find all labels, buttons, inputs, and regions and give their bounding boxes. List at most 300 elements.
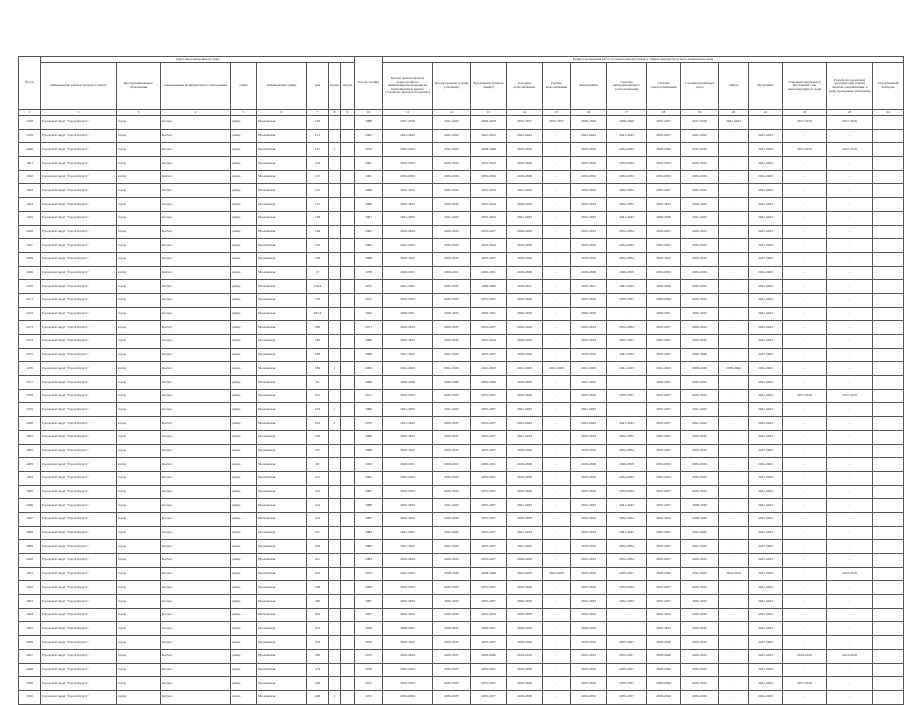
table-cell: Московская [257,403,307,417]
table-cell: 2041-2043 [571,362,607,376]
table-cell: 2035-2037 [471,403,507,417]
table-cell: - [719,252,749,266]
table-cell: 2041-2043 [749,690,783,704]
table-cell: - [783,184,827,198]
table-row [19,554,904,568]
table-cell: 1959 [355,458,383,472]
table-cell: - [783,567,827,581]
table-cell: - [719,239,749,253]
table-cell: Калуга [161,430,231,444]
table-cell: - [719,430,749,444]
table-cell: 2032-2034 [433,335,471,349]
table-cell: 2032-2034 [383,499,433,513]
table-cell: 1476 [19,362,41,376]
table-cell: - [719,403,749,417]
table-cell: 2035-2037 [647,485,681,499]
table-cell [329,335,341,349]
table-cell: 1 [329,690,341,704]
table-cell: 2032-2034 [681,376,719,390]
table-cell [341,266,355,280]
table-cell: 1467 [19,239,41,253]
table-cell: - [783,335,827,349]
table-cell: Городской округ "Город Калуга" [41,554,117,568]
table-cell: 2032-2034 [571,293,607,307]
table-cell: - [719,376,749,390]
table-cell: 2032-2034 [681,471,719,485]
table-cell: 2032-2034 [681,430,719,444]
table-cell: 2032-2034 [681,444,719,458]
table-cell: город [117,430,161,444]
table-cell [873,417,904,431]
table-cell: 2032-2034 [681,389,719,403]
table-cell: - [783,444,827,458]
table-cell: Калуга [161,458,231,472]
header-cell: Кровля (ремонт кровли, переустройство невентилируемой крыши на вентилируемую крышу, устройство выходов на кровлю) [383,63,433,110]
table-cell: Московская [257,280,307,294]
table-cell: - [827,266,873,280]
table-cell: 2038-2040 [471,649,507,663]
table-cell [873,554,904,568]
table-cell: 2026-2028 [471,376,507,390]
table-cell: 2 [329,417,341,431]
header-cell: Система централизованного теплоснабжения [607,63,647,110]
table-cell: Калуга [161,170,231,184]
table-cell: - [827,403,873,417]
table-cell: 2032-2034 [383,595,433,609]
table-cell: 2026-2028 [507,485,543,499]
table-cell: 2032-2034 [571,321,607,335]
table-cell: город [117,184,161,198]
table-row [19,677,904,691]
table-cell: - [783,554,827,568]
table-cell: 2041-2043 [681,129,719,143]
table-cell: Московская [257,485,307,499]
table-cell: Московская [257,143,307,157]
table-row [19,430,904,444]
table-cell: 2032-2034 [571,567,607,581]
table-cell: 2032-2034 [383,157,433,171]
table-cell: Московская [257,458,307,472]
table-cell: 1980 [355,348,383,362]
table-cell: - [827,499,873,513]
table-cell: 2038-2040 [471,280,507,294]
table-cell: - [783,348,827,362]
table-cell: 2032-2034 [383,485,433,499]
table-cell: - [827,471,873,485]
table-cell [329,307,341,321]
table-cell: Московская [257,608,307,622]
table-cell: Городской округ "Город Калуга" [41,499,117,513]
table-cell: - [543,157,571,171]
table-cell: 2032-2034 [471,608,507,622]
table-cell: 1492 [19,581,41,595]
table-cell: - [827,170,873,184]
table-cell: 2038-2040 [647,567,681,581]
table-cell [873,567,904,581]
table-cell: 2029-2031 [647,307,681,321]
table-cell: улица [231,417,257,431]
table-cell: 2017-2019 [827,389,873,403]
table-cell: Московская [257,307,307,321]
table-cell: - [719,540,749,554]
table-cell: - [783,252,827,266]
table-row [19,444,904,458]
table-cell: 2041-2043 [681,540,719,554]
table-cell: Московская [257,526,307,540]
column-number-cell: 11 [383,110,433,116]
table-cell: улица [231,211,257,225]
table-cell: Московская [257,690,307,704]
table-cell: Московская [257,636,307,650]
table-cell [341,690,355,704]
table-cell: город [117,389,161,403]
table-cell: 233 [307,622,329,636]
table-cell: 2032-2034 [571,444,607,458]
table-cell: Московская [257,157,307,171]
table-cell: 2041-2043 [749,526,783,540]
table-cell: Калуга [161,252,231,266]
table-cell: 2026-2028 [507,389,543,403]
table-cell: 2032-2034 [571,595,607,609]
table-cell: Калуга [161,526,231,540]
table-cell: 2032-2034 [571,348,607,362]
table-cell [873,649,904,663]
table-cell: - [783,595,827,609]
table-cell [341,471,355,485]
table-cell [873,293,904,307]
table-cell: 2041-2043 [749,581,783,595]
table-cell [329,649,341,663]
table-cell: 2041-2043 [383,239,433,253]
table-cell: 2041-2043 [433,540,471,554]
column-number-cell: 18 [647,110,681,116]
table-cell [873,348,904,362]
table-cell [341,348,355,362]
table-cell: - [783,663,827,677]
table-cell: 2032-2034 [607,198,647,212]
table-cell [341,239,355,253]
table-cell: 1993 [355,485,383,499]
table-cell: 191 [307,389,329,403]
header-cell: Счетчики (приборы) учета [681,63,719,110]
table-cell [873,335,904,349]
table-cell: 2014-2016 [827,649,873,663]
table-cell: Калуга [161,608,231,622]
table-cell: Городской округ "Город Калуга" [41,608,117,622]
table-cell [329,239,341,253]
table-cell: 2032-2034 [433,239,471,253]
table-cell: 125 [307,170,329,184]
table-cell: Калуга [161,649,231,663]
table-cell [341,335,355,349]
table-cell: Городской округ "Город Калуга" [41,581,117,595]
table-cell: - [783,170,827,184]
table-cell [329,376,341,390]
table-cell: 2032-2034 [647,608,681,622]
table-cell: 2041-2043 [681,403,719,417]
table-cell: 2032-2034 [681,458,719,472]
table-cell: - [783,157,827,171]
table-cell: - [783,417,827,431]
table-cell: 2041-2043 [571,403,607,417]
table-cell: 1460 [19,143,41,157]
table-cell: 2026-2028 [607,266,647,280]
table-cell: 2041-2043 [749,499,783,513]
table-cell: Калуга [161,403,231,417]
table-cell: - [543,321,571,335]
table-cell: - [543,430,571,444]
table-cell [341,636,355,650]
table-cell: - [827,239,873,253]
table-cell: 1495 [19,622,41,636]
table-cell [329,663,341,677]
table-cell: 1484 [19,471,41,485]
table-cell: Калуга [161,184,231,198]
header-cell: Фундаменты (ремонт, замена) [471,63,507,110]
table-cell: 2029-2031 [433,458,471,472]
table-cell: - [783,266,827,280]
table-cell: 2038-2040 [647,677,681,691]
table-cell: улица [231,129,257,143]
table-cell: город [117,129,161,143]
table-cell: 1966 [355,403,383,417]
table-cell: улица [231,157,257,171]
table-cell: 2035-2037 [433,663,471,677]
table-cell: 2032-2034 [681,335,719,349]
table-cell: 2032-2034 [571,211,607,225]
table-cell: - [719,417,749,431]
table-cell [873,485,904,499]
table-cell: - [827,554,873,568]
table-cell: 2032-2034 [571,608,607,622]
table-cell: 2032-2034 [383,677,433,691]
table-cell: улица [231,143,257,157]
table-cell: 2041-2043 [507,526,543,540]
header-cell: корпус [329,63,341,110]
table-cell: - [783,362,827,376]
table-cell: - [719,211,749,225]
table-cell: 2035-2037 [647,403,681,417]
table-cell: 1497 [19,649,41,663]
table-cell: 249 [307,677,329,691]
table-cell: 2032-2034 [571,225,607,239]
table-cell: Городской округ "Город Калуга" [41,376,117,390]
table-cell: 2026-2028 [571,266,607,280]
table-cell: Калуга [161,417,231,431]
table-cell: - [719,444,749,458]
table-cell: 176/4 [307,280,329,294]
table-cell: Калуга [161,198,231,212]
table-cell: 2035-2037 [471,581,507,595]
table-cell [329,499,341,513]
table-cell: 221 [307,554,329,568]
table-cell: Городской округ "Город Калуга" [41,239,117,253]
table-cell: 2038-2040 [647,663,681,677]
table-cell: - [543,417,571,431]
table-cell: 20 [307,458,329,472]
table-cell: - [719,595,749,609]
table-cell: - [719,266,749,280]
table-cell: 2035-2037 [647,184,681,198]
table-cell: 193 [307,417,329,431]
table-cell [329,677,341,691]
table-cell [341,485,355,499]
table-cell: - [827,362,873,376]
table-cell: 2026-2028 [507,157,543,171]
table-cell: Калуга [161,157,231,171]
table-cell: - [783,321,827,335]
table-cell: 2038-2040 [719,362,749,376]
table-row [19,143,904,157]
table-cell: Городской округ "Город Калуга" [41,335,117,349]
column-number-cell: 7 [307,110,329,116]
table-cell: 236 [307,649,329,663]
table-cell: - [719,499,749,513]
table-cell: 1490 [19,554,41,568]
table-row [19,417,904,431]
table-cell: 2035-2037 [607,567,647,581]
table-cell: Городской округ "Город Калуга" [41,458,117,472]
table-cell: 2032-2034 [383,663,433,677]
table-cell: город [117,622,161,636]
table-cell: Городской округ "Город Калуга" [41,526,117,540]
table-cell [329,225,341,239]
table-cell: 2035-2037 [433,252,471,266]
table-cell [329,157,341,171]
table-cell: 2041-2043 [749,512,783,526]
table-cell: - [543,485,571,499]
header-cell: Фасады (ремонт и (или) утепление) [433,63,471,110]
table-cell: Городской округ "Город Калуга" [41,677,117,691]
table-cell: Московская [257,595,307,609]
table-cell: город [117,677,161,691]
table-cell: 2032-2034 [681,485,719,499]
table-cell: 2032-2034 [383,512,433,526]
table-cell: 2041-2043 [607,129,647,143]
table-cell [329,608,341,622]
table-cell: город [117,266,161,280]
table-cell: - [783,403,827,417]
table-cell: 2035-2037 [607,293,647,307]
header-cell: Строительный контроль [873,63,904,110]
table-cell: город [117,444,161,458]
table-cell: улица [231,622,257,636]
table-cell: Калуга [161,485,231,499]
header-cell: Фундамент [749,63,783,110]
table-cell [873,526,904,540]
table-cell: 1984 [355,554,383,568]
table-cell: 2032-2034 [647,252,681,266]
table-cell: 2032-2034 [647,198,681,212]
table-cell: 2032-2034 [607,540,647,554]
table-cell: Московская [257,499,307,513]
table-cell: 2029-2031 [433,266,471,280]
table-cell: 2035-2037 [571,280,607,294]
table-cell: Московская [257,430,307,444]
table-cell: 1960 [355,239,383,253]
table-cell: 2041-2043 [647,362,681,376]
table-cell: 18/14 [307,307,329,321]
table-cell: улица [231,307,257,321]
table-cell: 2032-2034 [433,471,471,485]
table-cell: 2032-2034 [681,649,719,663]
header-cell: дом [307,63,329,110]
table-cell [341,663,355,677]
table-cell: 2035-2037 [471,293,507,307]
table-cell: 2032-2034 [647,512,681,526]
table-cell: 2032-2034 [681,677,719,691]
table-cell: Калуга [161,335,231,349]
table-cell: 1 [329,143,341,157]
table-cell: 2029-2031 [647,225,681,239]
table-cell: 1465 [19,211,41,225]
table-cell: 2026-2028 [681,348,719,362]
table-cell: - [543,444,571,458]
table-cell: 2041-2043 [433,211,471,225]
table-cell [873,116,904,130]
table-row [19,225,904,239]
table-cell: 1984 [355,526,383,540]
table-cell [873,499,904,513]
table-cell: - [719,649,749,663]
table-cell [873,471,904,485]
table-cell: - [783,307,827,321]
table-cell: 2041-2043 [681,211,719,225]
table-cell: - [719,348,749,362]
table-cell: Калуга [161,129,231,143]
table-cell: 2032-2034 [471,239,507,253]
table-cell: 2032-2034 [681,554,719,568]
table-cell: 2035-2037 [647,526,681,540]
table-cell: 1470 [19,280,41,294]
table-cell: - [719,293,749,307]
table-cell: 1971 [355,321,383,335]
table-cell: улица [231,554,257,568]
table-cell: Калуга [161,499,231,513]
table-cell: 2041-2043 [507,403,543,417]
table-cell: 2029-2031 [383,458,433,472]
table-cell: 2041-2043 [681,567,719,581]
table-cell: 1968 [355,444,383,458]
table-cell: Московская [257,622,307,636]
table-cell: 2032-2034 [571,471,607,485]
table-cell: Городской округ "Город Калуга" [41,485,117,499]
table-cell: 2041-2043 [383,417,433,431]
table-cell: Московская [257,471,307,485]
table-cell: 2038-2040 [433,567,471,581]
table-cell: 1967 [355,595,383,609]
table-cell: 2032-2034 [571,499,607,513]
table-cell: 2041-2043 [749,157,783,171]
table-cell [341,622,355,636]
table-cell: Московская [257,362,307,376]
table-cell: Калуга [161,471,231,485]
table-cell: 2032-2034 [607,225,647,239]
table-cell [341,554,355,568]
table-cell: улица [231,485,257,499]
table-cell: улица [231,184,257,198]
table-cell: 2026-2028 [507,690,543,704]
header-cell: наименование района/городского округа [41,63,117,110]
column-number-cell: 13 [471,110,507,116]
table-cell: город [117,116,161,130]
table-cell [329,526,341,540]
table-cell: 2017-2019 [783,143,827,157]
table-cell: 2032-2034 [681,170,719,184]
table-cell [329,129,341,143]
table-cell: Московская [257,198,307,212]
table-cell [329,184,341,198]
